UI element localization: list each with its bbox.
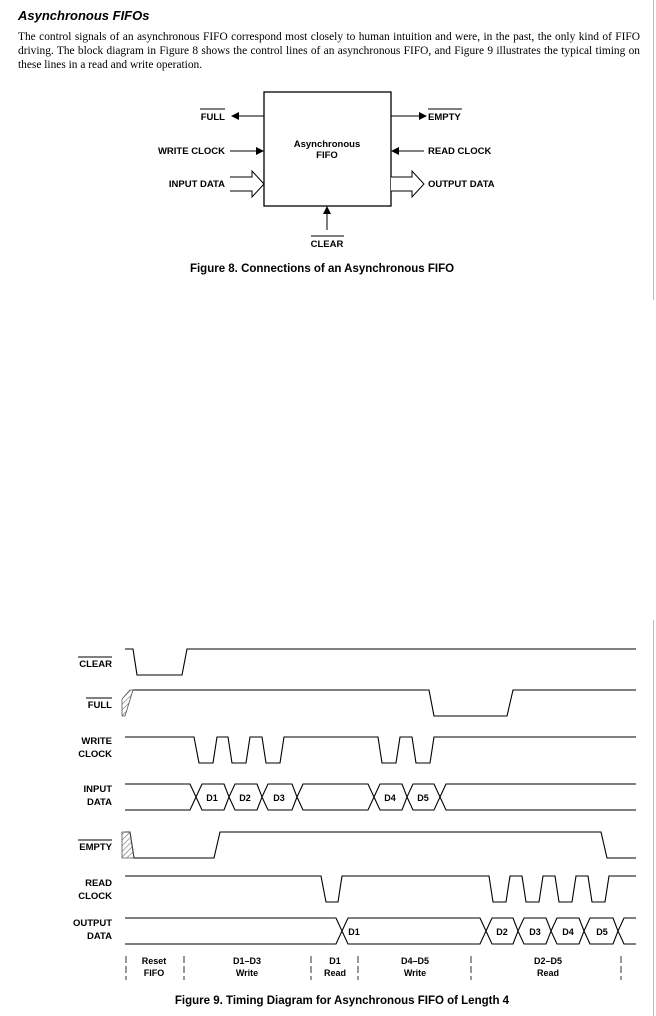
phase-read1-1: D1 bbox=[329, 956, 341, 966]
fifo-block-label-1: Asynchronous bbox=[293, 139, 361, 150]
signal-label-empty: EMPTY bbox=[79, 842, 112, 853]
output-word-d5: D5 bbox=[596, 927, 608, 937]
bus-input-data bbox=[125, 784, 636, 810]
input-word-d1: D1 bbox=[206, 793, 218, 803]
read-clock-label: READ CLOCK bbox=[428, 146, 492, 157]
figure-9-caption: Figure 9. Timing Diagram for Asynchronous FIFO of Length 4 bbox=[174, 995, 510, 1007]
empty-unknown-hatch bbox=[122, 832, 134, 858]
input-word-d4: D4 bbox=[384, 793, 396, 803]
full-label: FULL bbox=[200, 112, 225, 123]
input-word-d5: D5 bbox=[417, 793, 429, 803]
waveform-read-clock bbox=[125, 876, 636, 902]
waveform-write-clock bbox=[125, 737, 636, 763]
signal-label-output-2: DATA bbox=[87, 931, 112, 942]
empty-label: EMPTY bbox=[428, 112, 461, 123]
signal-label-output-1: OUTPUT bbox=[72, 918, 112, 929]
signal-label-input-2: DATA bbox=[87, 797, 112, 808]
output-word-d4: D4 bbox=[562, 927, 574, 937]
input-data-label: INPUT DATA bbox=[168, 179, 225, 190]
phase-reset-1: Reset bbox=[141, 956, 167, 966]
write-clock-label: WRITE CLOCK bbox=[157, 146, 225, 157]
phase-reset-2: FIFO bbox=[143, 968, 165, 978]
waveform-full bbox=[133, 690, 636, 716]
output-data-label: OUTPUT DATA bbox=[428, 179, 495, 190]
output-word-d2: D2 bbox=[496, 927, 508, 937]
signal-label-full: FULL bbox=[87, 700, 112, 711]
phase-read1-2: Read bbox=[323, 968, 347, 978]
phase-write1-2: Write bbox=[235, 968, 259, 978]
phase-write2-2: Write bbox=[403, 968, 427, 978]
fifo-block-label-2: FIFO bbox=[316, 150, 338, 161]
signal-label-write-2: CLOCK bbox=[78, 749, 112, 760]
input-word-d3: D3 bbox=[273, 793, 285, 803]
signal-label-write-1: WRITE bbox=[81, 736, 112, 747]
figure-8-caption: Figure 8. Connections of an Asynchronous FIFO bbox=[189, 263, 455, 275]
bus-output-data bbox=[125, 918, 636, 944]
phase-read2-1: D2–D5 bbox=[533, 956, 563, 966]
full-unknown-hatch bbox=[122, 690, 133, 716]
output-word-d3: D3 bbox=[529, 927, 541, 937]
signal-label-read-1: READ bbox=[85, 878, 112, 889]
signal-label-input-1: INPUT bbox=[83, 784, 112, 795]
signal-label-clear: CLEAR bbox=[79, 659, 112, 670]
input-word-d2: D2 bbox=[239, 793, 251, 803]
waveform-empty bbox=[125, 832, 636, 858]
output-word-d1: D1 bbox=[348, 927, 360, 937]
clear-label: CLEAR bbox=[310, 239, 344, 250]
section-paragraph: The control signals of an asynchronous FIFO correspond most closely to human intuition and were, in the past, the only kind of FIFO driving. The block diagram in Figure 8 shows the control lines of an asynchronous FIFO, and Figure 9 illustrates the typical timing on these lines in a read and write operation. bbox=[18, 31, 640, 71]
waveform-clear bbox=[125, 649, 636, 675]
section-heading: Asynchronous FIFOs bbox=[18, 8, 150, 23]
phase-write2-1: D4–D5 bbox=[400, 956, 430, 966]
phase-write1-1: D1–D3 bbox=[232, 956, 262, 966]
signal-label-read-2: CLOCK bbox=[78, 891, 112, 902]
phase-read2-2: Read bbox=[536, 968, 560, 978]
